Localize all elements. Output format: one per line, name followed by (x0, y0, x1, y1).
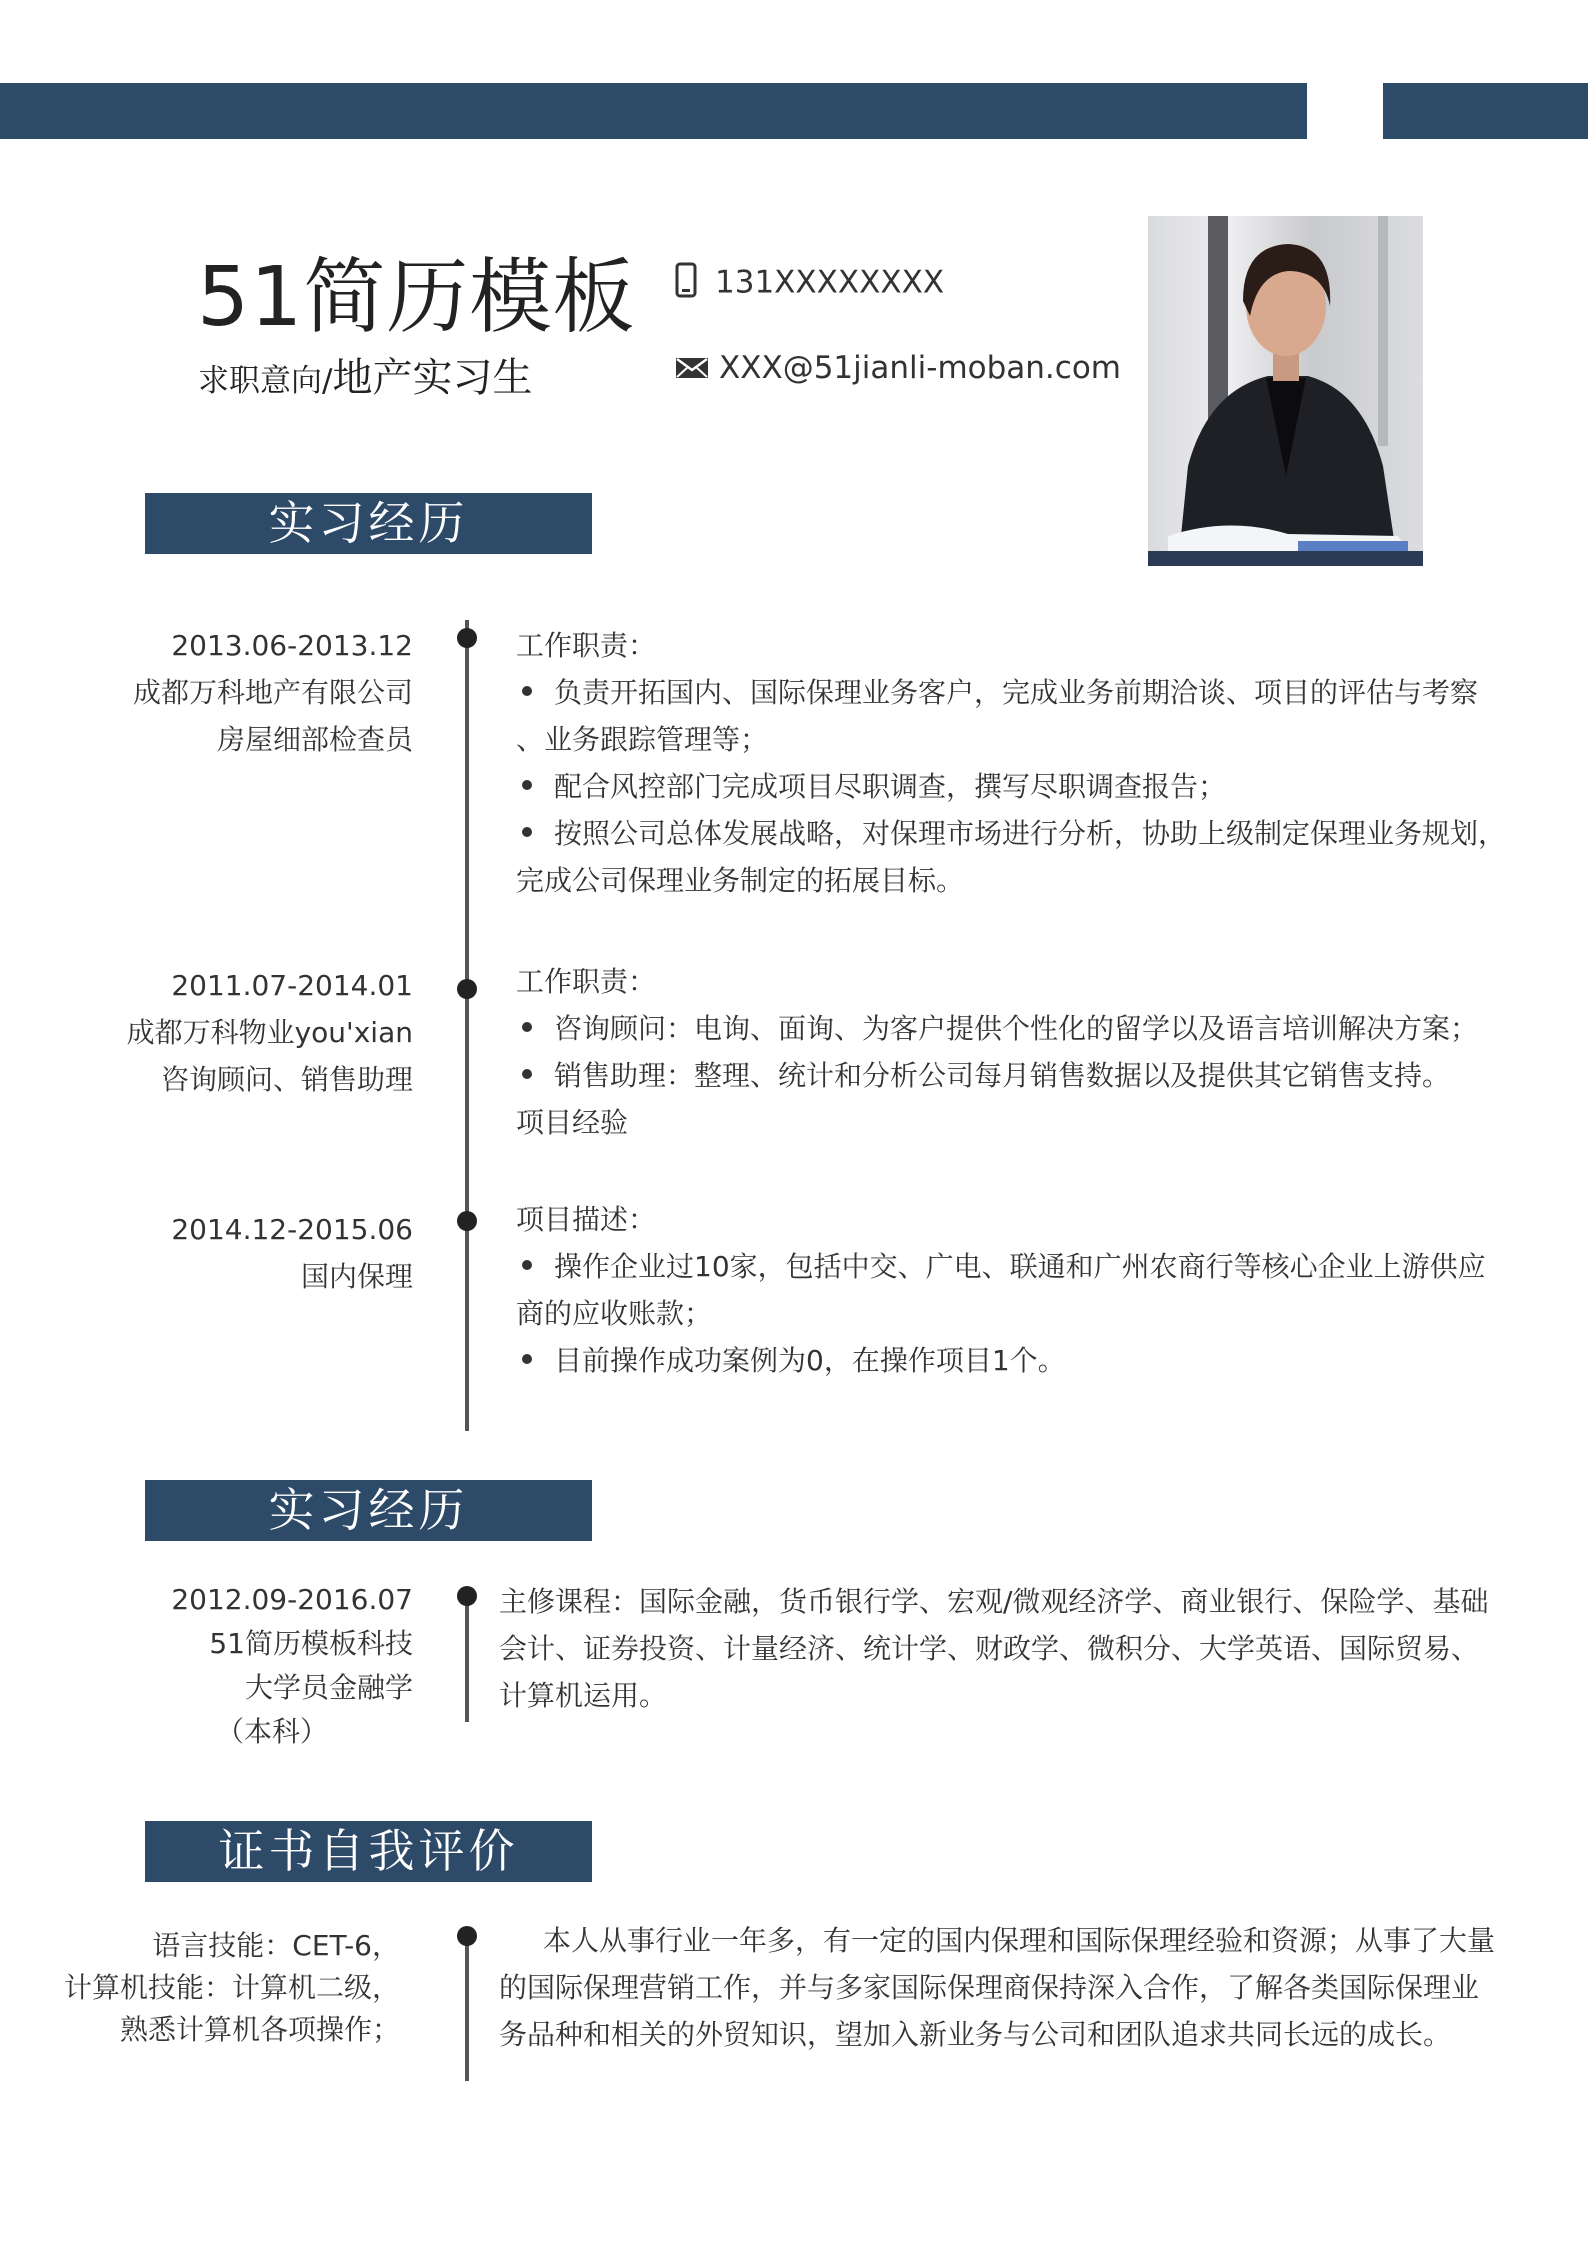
bullet-item (516, 810, 1506, 857)
entry-meta (171, 1206, 413, 1300)
bullet-text: 负责开拓国内、国际保理业务客户，完成业务前期洽谈、项目的评估与考察 (554, 676, 1479, 709)
timeline-dot (457, 979, 477, 999)
bullet-item (516, 763, 1506, 810)
bullet-dot (522, 1260, 532, 1270)
evaluation-line: 务品种和相关的外贸知识，望加入新业务与公司和团队追求共同长远的成长。 (499, 2018, 1452, 2051)
bullet-text: 配合风控部门完成项目尽职调查，撰写尽职调查报告； (554, 770, 1227, 803)
top-bar-right (1383, 83, 1588, 139)
self-evaluation (499, 1917, 1495, 2058)
skills-list (64, 1925, 400, 2051)
candidate-name: 51简历模板 (197, 250, 636, 345)
email-row (675, 350, 1121, 388)
course-line: 会计、证券投资、计量经济、统计学、财政学、微积分、大学英语、国际贸易、 (499, 1632, 1480, 1665)
bullet-item (516, 1243, 1486, 1290)
timeline-line (465, 1590, 469, 1722)
bullet-text: 按照公司总体发展战略，对保理市场进行分析，协助上级制定保理业务规划， (554, 817, 1507, 850)
bullet-dot (522, 1354, 532, 1364)
education-meta (171, 1578, 413, 1754)
course-line: 主修课程：国际金融，货币银行学、宏观/微观经济学、商业银行、保险学、基础 (499, 1585, 1489, 1618)
skill-item: 熟悉计算机各项操作； (119, 2013, 400, 2046)
bullet-text: 咨询顾问：电询、面询、为客户提供个性化的留学以及语言培训解决方案； (554, 1012, 1479, 1045)
bullet-dot (522, 1022, 532, 1032)
profile-photo (1148, 216, 1423, 566)
bullet-dot (522, 686, 532, 696)
entry-heading: 工作职责： (516, 629, 657, 662)
entry-company: 成都万科地产有限公司 (132, 676, 413, 709)
bullet-dot (522, 827, 532, 837)
education-major: 大学员金融学 (244, 1671, 413, 1704)
entry-meta (127, 962, 413, 1103)
entry-role: 咨询顾问、销售助理 (160, 1063, 413, 1096)
job-intent (198, 346, 532, 403)
entry-meta (133, 622, 413, 763)
email-address: XXX@51jianli-moban.com (719, 350, 1121, 386)
timeline-line (465, 1930, 469, 2081)
timeline-dot (457, 1586, 477, 1606)
project-experience-label: 项目经验 (516, 1106, 629, 1139)
entry-details (516, 958, 1478, 1146)
bullet-text: 操作企业过10家，包括中交、广电、联通和广州农商行等核心企业上游供应 (554, 1250, 1486, 1283)
section-heading-education: 实习经历 (145, 1480, 592, 1541)
skill-item: 计算机技能：计算机二级， (63, 1971, 400, 2004)
bullet-continuation: 、业务跟踪管理等； (516, 723, 769, 756)
timeline-dot (457, 628, 477, 648)
job-intent-prefix: 求职意向/ (198, 363, 333, 399)
education-school: 51简历模板科技 (209, 1627, 413, 1660)
entry-date: 2011.07-2014.01 (171, 969, 413, 1002)
phone-number: 131XXXXXXXX (715, 264, 945, 301)
phone-icon (675, 262, 697, 306)
timeline-dot (457, 1926, 477, 1946)
phone-row (675, 262, 944, 306)
entry-company: 成都万科物业you'xian (126, 1016, 413, 1049)
envelope-icon (675, 352, 709, 388)
bullet-dot (522, 1069, 532, 1079)
course-line: 计算机运用。 (499, 1679, 668, 1712)
top-bar-left (0, 83, 1307, 139)
timeline-dot (457, 1211, 477, 1231)
job-intent-value: 地产实习生 (332, 355, 533, 401)
skill-item: 语言技能：CET-6， (152, 1929, 400, 1962)
timeline-line (465, 620, 469, 1431)
bullet-item (516, 669, 1506, 716)
evaluation-line: 的国际保理营销工作，并与多家国际保理商保持深入合作，了解各类国际保理业 (499, 1971, 1480, 2004)
entry-heading: 工作职责： (516, 965, 657, 998)
education-date: 2012.09-2016.07 (171, 1583, 413, 1616)
bullet-text: 销售助理：整理、统计和分析公司每月销售数据以及提供其它销售支持。 (554, 1059, 1451, 1092)
entry-details (516, 1196, 1486, 1384)
bullet-item (516, 1005, 1478, 1052)
entry-role: 房屋细部检查员 (216, 723, 413, 756)
evaluation-line: 本人从事行业一年多，有一定的国内保理和国际保理经验和资源；从事了大量 (543, 1924, 1496, 1957)
bullet-continuation: 商的应收账款； (516, 1297, 713, 1330)
section-heading-internship: 实习经历 (145, 493, 592, 554)
bullet-dot (522, 780, 532, 790)
entry-date: 2013.06-2013.12 (171, 629, 413, 662)
education-degree: （本科） (215, 1715, 328, 1748)
bullet-continuation: 完成公司保理业务制定的拓展目标。 (516, 864, 965, 897)
education-details (499, 1578, 1488, 1719)
entry-details (516, 622, 1506, 904)
section-heading-certificates: 证书自我评价 (145, 1821, 592, 1882)
bullet-text: 目前操作成功案例为0，在操作项目1个。 (554, 1344, 1066, 1377)
entry-company: 国内保理 (300, 1260, 413, 1293)
entry-date: 2014.12-2015.06 (171, 1213, 413, 1246)
bullet-item (516, 1052, 1478, 1099)
bullet-item (516, 1337, 1486, 1384)
entry-heading: 项目描述： (516, 1203, 657, 1236)
